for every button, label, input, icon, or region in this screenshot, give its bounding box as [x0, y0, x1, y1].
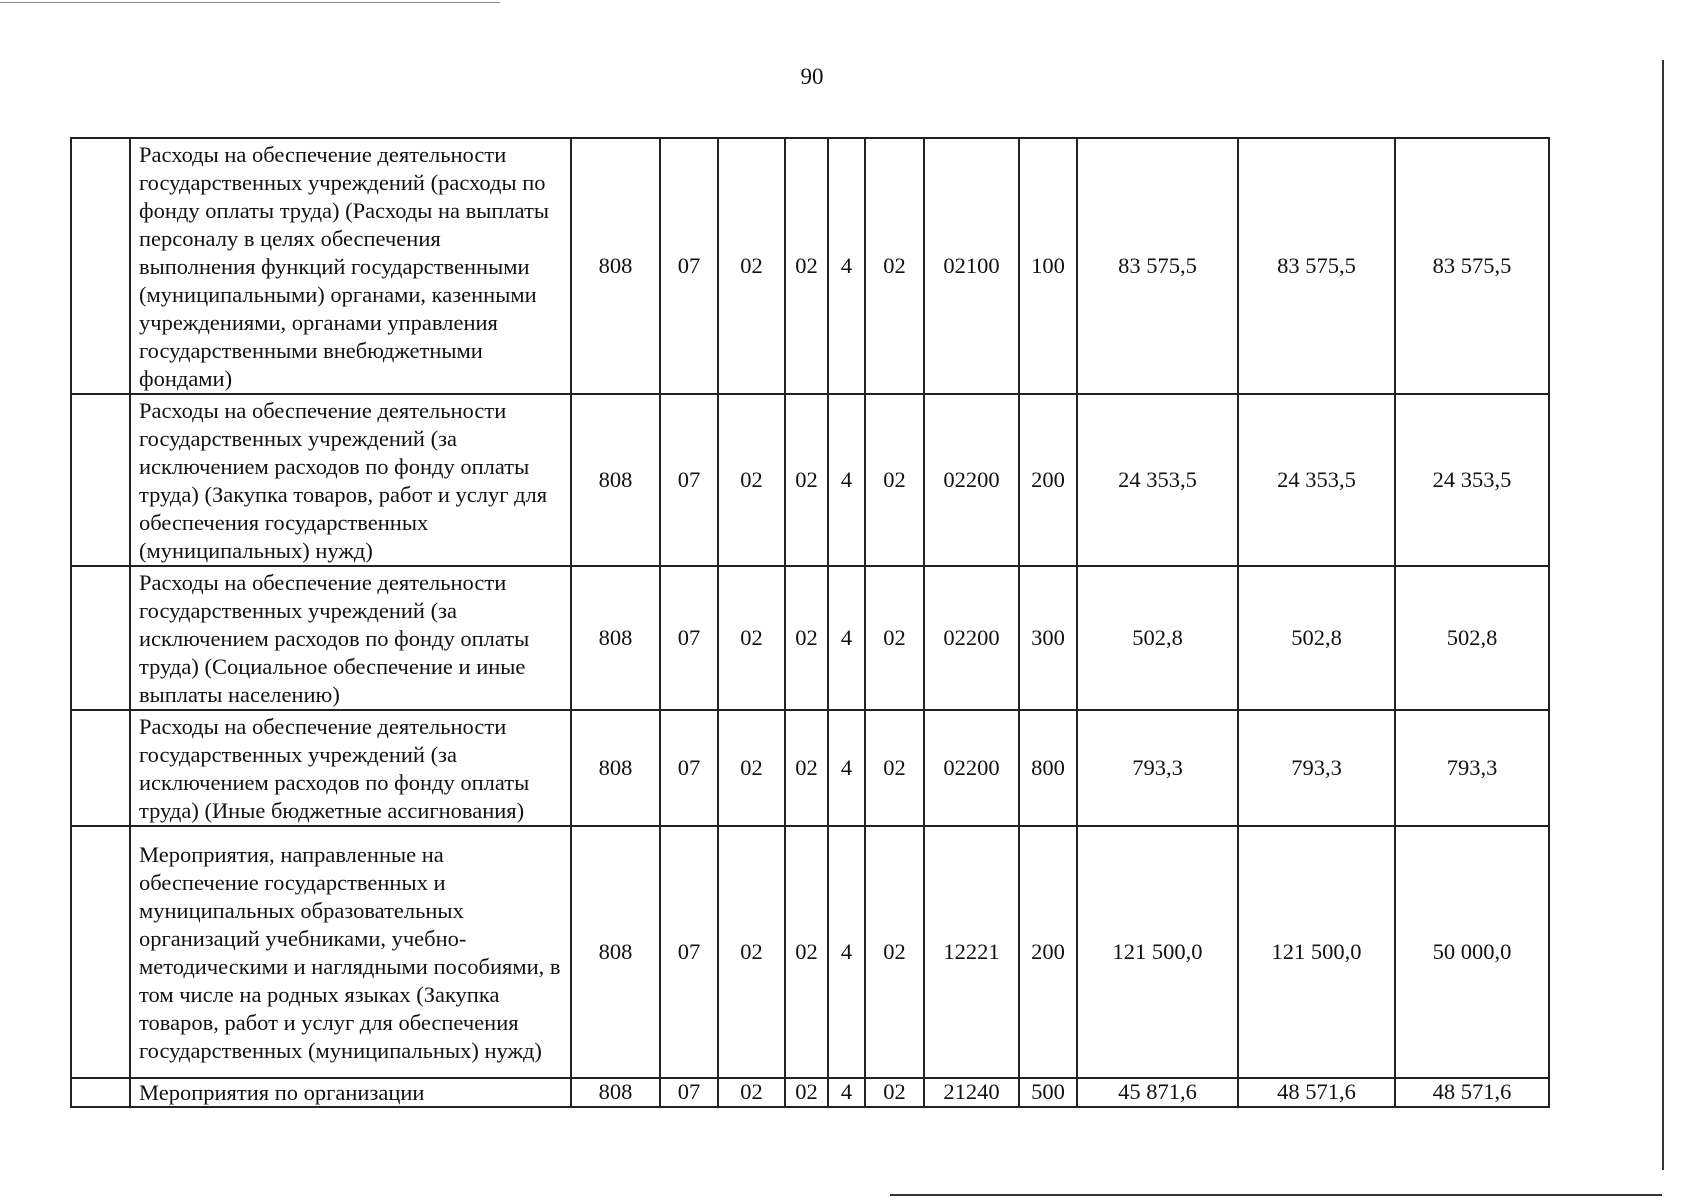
- table-row: [71, 826, 1549, 1078]
- row-number: [71, 138, 130, 394]
- row-description: Мероприятия, направленные на обеспечение государственных и муниципальных образовательных организаций учебниками, учебно-методическими и наглядными пособиями, в том числе на родных языках (Закупка товаров, работ и услуг для обеспечения государственных (муниципальных) нужд): [130, 826, 571, 1078]
- cell-amount: 83 575,5: [1077, 138, 1238, 394]
- cell-code: 21240: [924, 1078, 1019, 1107]
- cell-code: 200: [1019, 826, 1077, 1078]
- table-row: [71, 394, 1549, 566]
- row-number: [71, 394, 130, 566]
- cell-code: 808: [571, 826, 660, 1078]
- cell-amount: 502,8: [1238, 566, 1395, 710]
- cell-code: 4: [828, 138, 865, 394]
- cell-code: 02: [785, 394, 828, 566]
- scan-edge-top: [0, 2, 500, 3]
- cell-amount: 83 575,5: [1395, 138, 1549, 394]
- row-description: Расходы на обеспечение деятельности государственных учреждений (за исключением расходов по фонду оплаты труда) (Закупка товаров, работ и услуг для обеспечения государственных (муниципальных) нужд): [130, 394, 571, 566]
- row-number: [71, 826, 130, 1078]
- cell-code: 100: [1019, 138, 1077, 394]
- table-row: [71, 1078, 1549, 1107]
- cell-amount: 50 000,0: [1395, 826, 1549, 1078]
- cell-code: 02: [718, 138, 785, 394]
- row-number: [71, 710, 130, 826]
- cell-code: 02: [785, 138, 828, 394]
- cell-code: 02: [865, 826, 924, 1078]
- cell-code: 4: [828, 566, 865, 710]
- budget-table: [70, 137, 1550, 1108]
- cell-code: 02: [718, 826, 785, 1078]
- cell-code: 02: [718, 710, 785, 826]
- row-description: Расходы на обеспечение деятельности государственных учреждений (за исключением расходов по фонду оплаты труда) (Иные бюджетные ассигнования): [130, 710, 571, 826]
- row-description: Расходы на обеспечение деятельности государственных учреждений (за исключением расходов по фонду оплаты труда) (Социальное обеспечение и иные выплаты населению): [130, 566, 571, 710]
- cell-code: 02: [785, 826, 828, 1078]
- cell-code: 02: [865, 138, 924, 394]
- cell-code: 07: [660, 710, 718, 826]
- cell-code: 07: [660, 566, 718, 710]
- cell-code: 12221: [924, 826, 1019, 1078]
- cell-code: 808: [571, 138, 660, 394]
- cell-amount: 121 500,0: [1077, 826, 1238, 1078]
- cell-code: 808: [571, 1078, 660, 1107]
- scan-edge-right: [1662, 60, 1664, 1170]
- cell-code: 800: [1019, 710, 1077, 826]
- cell-code: 808: [571, 394, 660, 566]
- cell-code: 4: [828, 710, 865, 826]
- cell-code: 02: [785, 710, 828, 826]
- cell-code: 300: [1019, 566, 1077, 710]
- cell-amount: 45 871,6: [1077, 1078, 1238, 1107]
- cell-code: 500: [1019, 1078, 1077, 1107]
- cell-code: 4: [828, 1078, 865, 1107]
- cell-code: 4: [828, 826, 865, 1078]
- table-row: [71, 138, 1549, 394]
- cell-amount: 793,3: [1238, 710, 1395, 826]
- cell-amount: 793,3: [1077, 710, 1238, 826]
- cell-code: 07: [660, 138, 718, 394]
- cell-code: 02: [718, 394, 785, 566]
- cell-code: 02100: [924, 138, 1019, 394]
- cell-code: 02200: [924, 394, 1019, 566]
- cell-code: 02: [865, 566, 924, 710]
- cell-code: 07: [660, 1078, 718, 1107]
- cell-code: 02200: [924, 566, 1019, 710]
- cell-code: 02: [785, 566, 828, 710]
- cell-code: 02200: [924, 710, 1019, 826]
- cell-amount: 502,8: [1077, 566, 1238, 710]
- cell-amount: 24 353,5: [1077, 394, 1238, 566]
- cell-code: 07: [660, 826, 718, 1078]
- cell-code: 4: [828, 394, 865, 566]
- cell-code: 200: [1019, 394, 1077, 566]
- cell-code: 07: [660, 394, 718, 566]
- cell-amount: 48 571,6: [1395, 1078, 1549, 1107]
- cell-code: 808: [571, 710, 660, 826]
- cell-code: 02: [865, 710, 924, 826]
- cell-amount: 24 353,5: [1238, 394, 1395, 566]
- cell-amount: 24 353,5: [1395, 394, 1549, 566]
- cell-code: 808: [571, 566, 660, 710]
- scan-edge-bottom: [890, 1194, 1662, 1196]
- cell-code: 02: [718, 566, 785, 710]
- cell-code: 02: [718, 1078, 785, 1107]
- page-number: 90: [800, 64, 824, 89]
- cell-amount: 48 571,6: [1238, 1078, 1395, 1107]
- row-description: Мероприятия по организации: [130, 1078, 571, 1107]
- table-row: [71, 566, 1549, 710]
- cell-amount: 793,3: [1395, 710, 1549, 826]
- cell-code: 02: [865, 394, 924, 566]
- row-number: [71, 1078, 130, 1107]
- cell-code: 02: [865, 1078, 924, 1107]
- cell-amount: 83 575,5: [1238, 138, 1395, 394]
- row-description: Расходы на обеспечение деятельности государственных учреждений (расходы по фонду оплаты труда) (Расходы на выплаты персоналу в целях обеспечения выполнения функций государственными (муниципальными) органами, казенными учреждениями, органами управления государственными внебюджетными фондами): [130, 138, 571, 394]
- cell-amount: 502,8: [1395, 566, 1549, 710]
- cell-code: 02: [785, 1078, 828, 1107]
- cell-amount: 121 500,0: [1238, 826, 1395, 1078]
- table-row: [71, 710, 1549, 826]
- row-number: [71, 566, 130, 710]
